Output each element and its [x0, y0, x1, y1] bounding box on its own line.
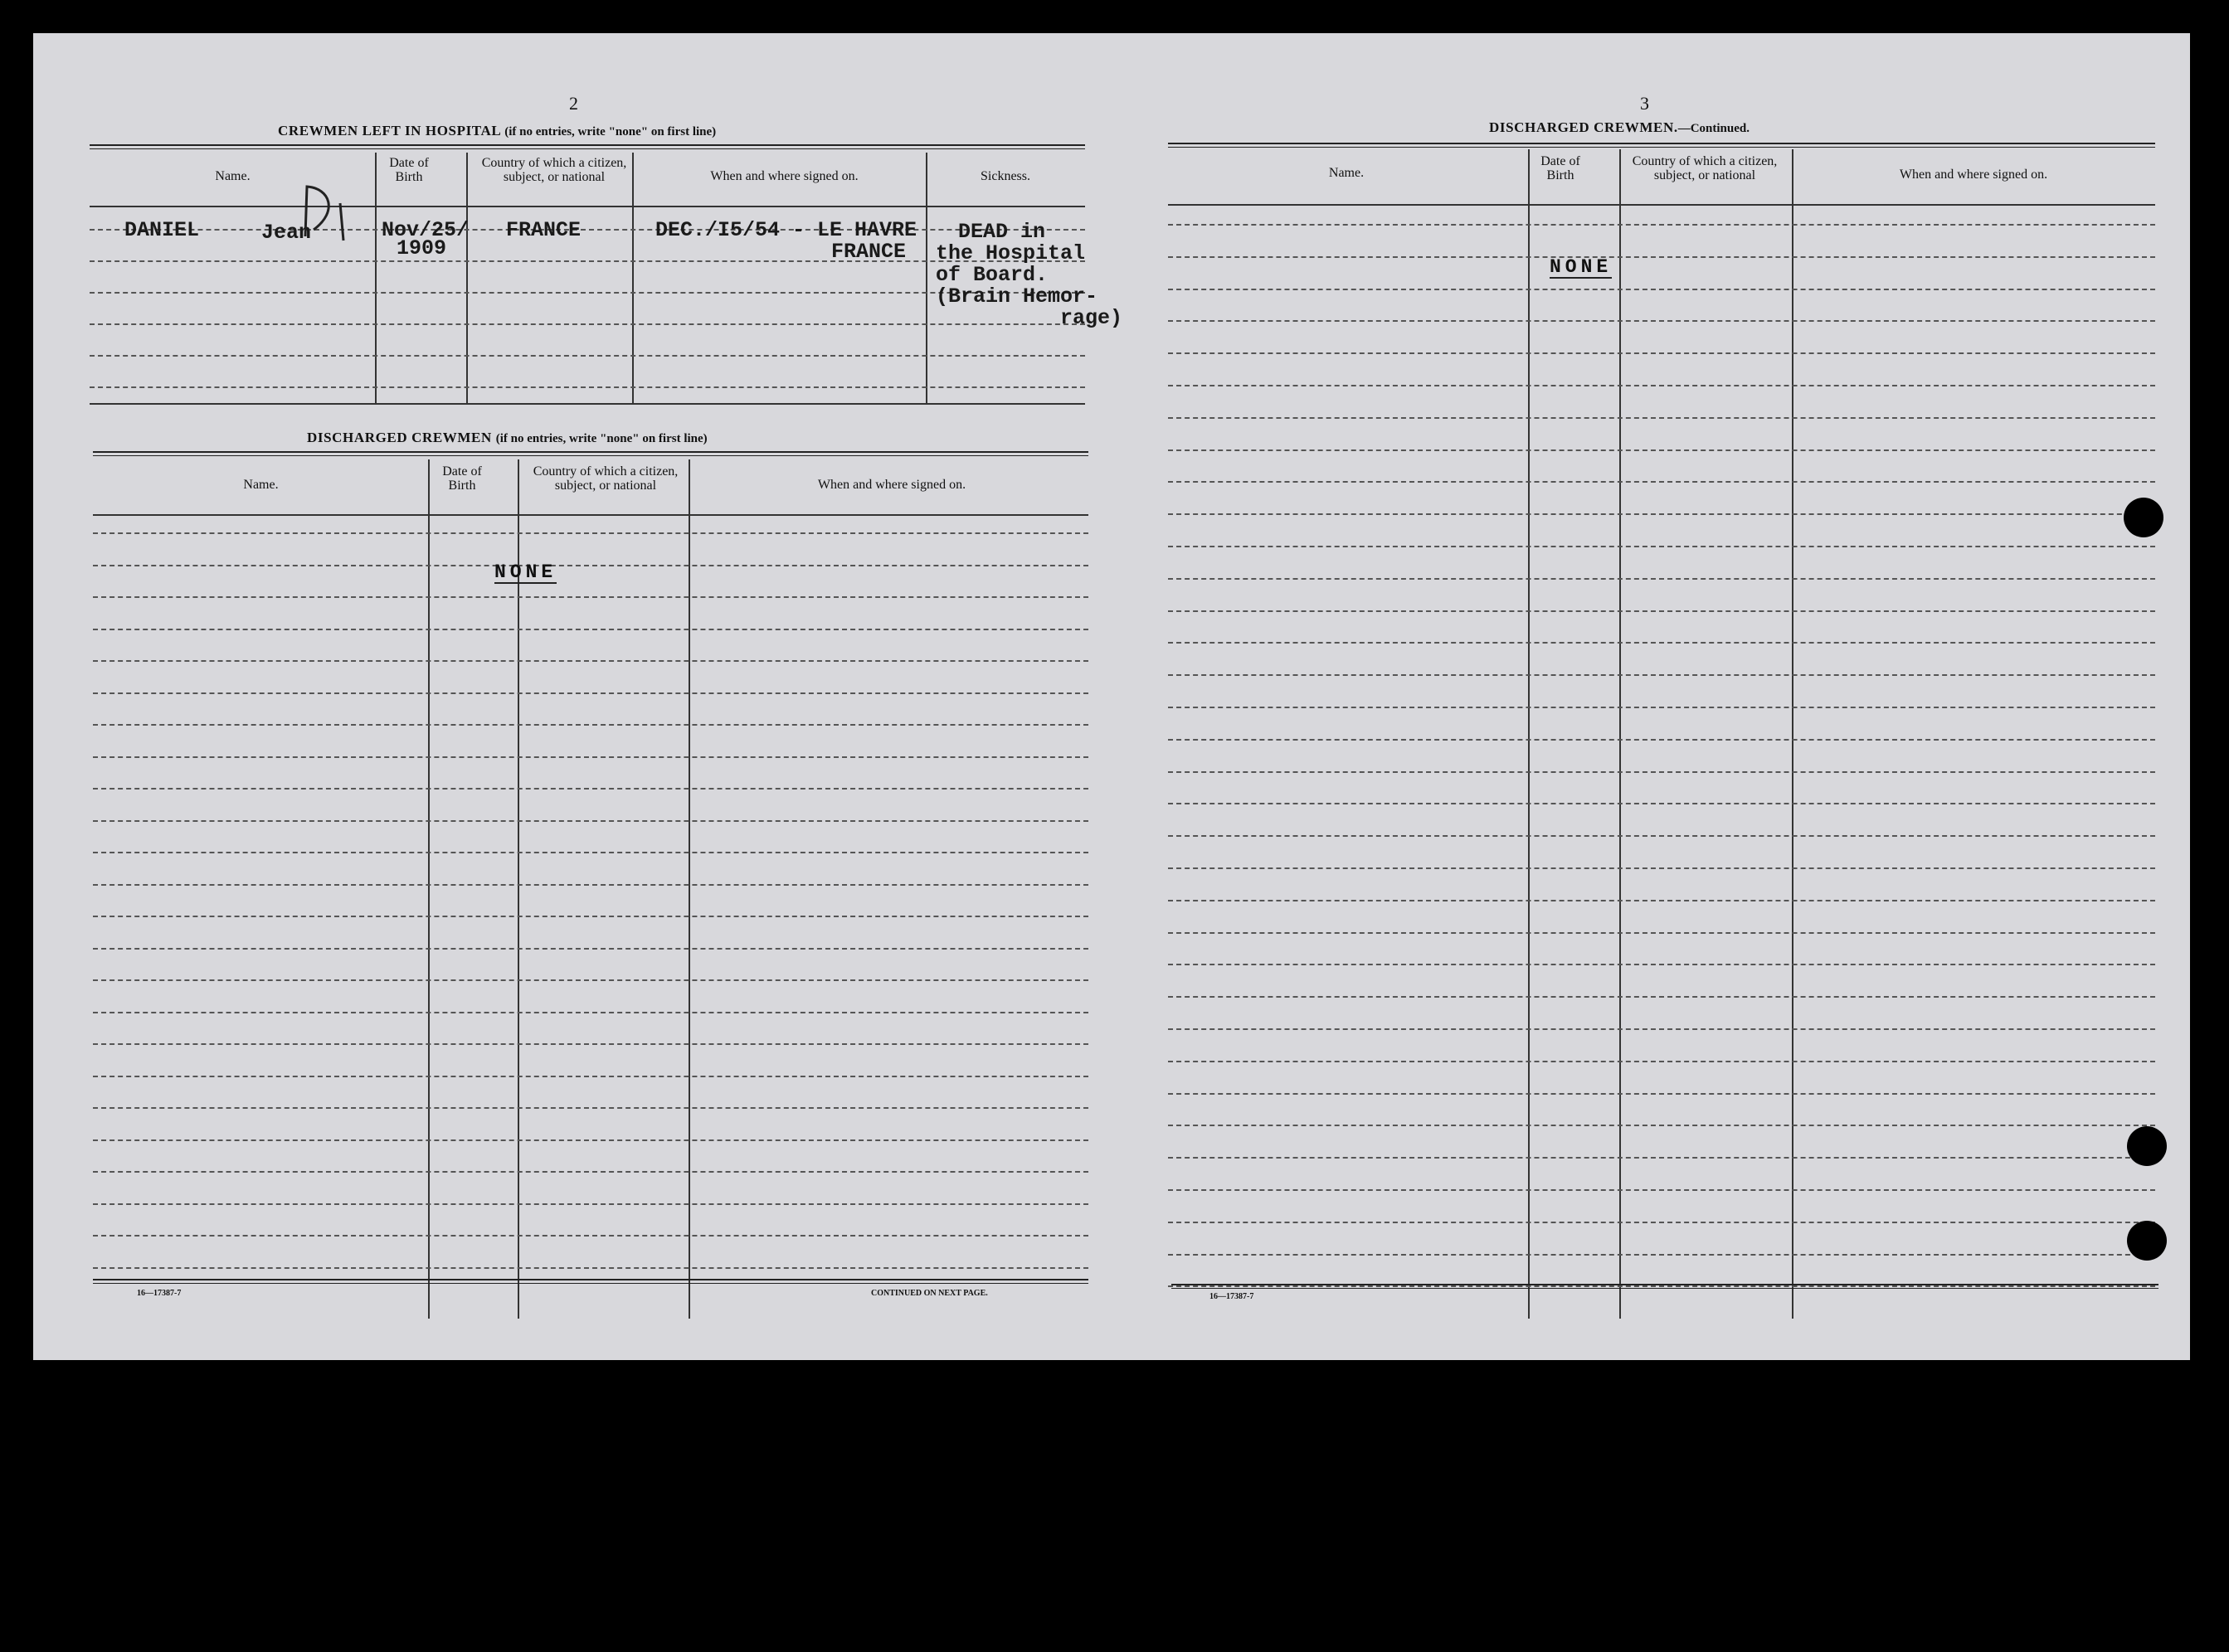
section-title-note: (if no entries, write "none" on first line): [495, 432, 708, 445]
table-row: [1168, 1028, 2155, 1030]
header-rule: [90, 206, 1085, 207]
page-number-right: 3: [1640, 93, 1649, 114]
header-name: Name.: [243, 478, 279, 492]
header-sickness: Sickness.: [981, 169, 1030, 183]
none-stamp: NONE: [494, 561, 557, 583]
table-row: [93, 1139, 1088, 1141]
section-title-suffix: —Continued.: [1677, 122, 1750, 135]
crew-surname: DANIEL: [124, 218, 200, 242]
table-row: [1168, 1254, 2155, 1256]
table-row: [93, 788, 1088, 790]
table-row: [1168, 739, 2155, 741]
section-title-left-in-hospital: [278, 123, 716, 139]
header-signed-on: When and where signed on.: [817, 478, 966, 492]
header-country: Country of which a citizen, subject, or national: [481, 156, 627, 184]
section-title-discharged-continued: [1489, 119, 1750, 136]
table-row: [1168, 932, 2155, 934]
table-row: [1168, 707, 2155, 708]
table-row: [1168, 352, 2155, 354]
continued-note: CONTINUED ON NEXT PAGE.: [871, 1289, 988, 1298]
table-row: [1168, 964, 2155, 965]
table-row: [93, 852, 1088, 853]
table-row: [1168, 900, 2155, 901]
table-row: [1168, 320, 2155, 322]
table-row: [1168, 803, 2155, 804]
crew-sickness-line1: DEAD in: [958, 220, 1046, 244]
table-row: [93, 692, 1088, 694]
crew-sickness-line4: (Brain Hemor-: [936, 284, 1098, 309]
table-row: [1168, 449, 2155, 451]
header-date-of-birth: Date of Birth: [442, 464, 482, 493]
rule: [1168, 143, 2155, 148]
crew-sickness-line3: of Board.: [936, 263, 1049, 287]
table-row: [1168, 1222, 2155, 1223]
table-row: [90, 323, 1085, 325]
section-title-text: CREWMEN LEFT IN HOSPITAL: [278, 123, 501, 138]
table-row: [1168, 385, 2155, 386]
table-row: [93, 1171, 1088, 1173]
table-row: [93, 1076, 1088, 1077]
rule: [90, 144, 1085, 149]
table-row: [1168, 1125, 2155, 1126]
none-stamp: NONE: [1550, 256, 1613, 278]
table-row: [93, 884, 1088, 886]
table-row: [93, 948, 1088, 950]
table-row: [93, 596, 1088, 598]
page-number-left: 2: [569, 93, 578, 114]
table-row: [1168, 996, 2155, 998]
table-row: [93, 532, 1088, 534]
form-number: 16—17387-7: [137, 1289, 182, 1298]
table-row: [93, 979, 1088, 981]
table-row: [1168, 256, 2155, 258]
table-row: [93, 724, 1088, 726]
punch-hole: [2127, 1126, 2167, 1166]
table-row: [1168, 835, 2155, 837]
table-row: [90, 386, 1085, 388]
table-row: [1168, 513, 2155, 515]
table-row: [93, 916, 1088, 917]
table-row: [93, 820, 1088, 822]
table-row: [93, 756, 1088, 758]
table-row: [1168, 578, 2155, 580]
table-row: [1168, 1061, 2155, 1062]
table-row: [93, 629, 1088, 630]
document-sheet: [33, 33, 2190, 1360]
section2-rows: [93, 516, 1088, 1312]
section1-rows: [90, 209, 1085, 408]
rule: [90, 403, 1085, 405]
header-signed-on: When and where signed on.: [1899, 168, 2048, 182]
table-row: [1168, 481, 2155, 483]
section-title-note: (if no entries, write "none" on first line): [504, 125, 717, 138]
header-name: Name.: [215, 169, 251, 183]
table-row: [1168, 224, 2155, 226]
crew-dob-line2: 1909: [397, 236, 447, 260]
header-country: Country of which a citizen, subject, or national: [533, 464, 679, 493]
crew-signed-on-line1: DEC./I5/54 - LE HAVRE: [655, 218, 917, 242]
crew-dob-line1: Nov/25/: [382, 218, 470, 242]
table-row: [1168, 1157, 2155, 1159]
table-row: [93, 660, 1088, 662]
table-row: [1168, 1189, 2155, 1191]
table-row: [1168, 289, 2155, 290]
table-row: [1168, 771, 2155, 773]
header-signed-on: When and where signed on.: [710, 169, 859, 183]
header-date-of-birth: Date of Birth: [1540, 154, 1580, 182]
form-number: 16—17387-7: [1209, 1292, 1254, 1301]
table-row: [93, 1107, 1088, 1109]
rule: [93, 451, 1088, 456]
table-row: [1168, 417, 2155, 419]
table-row: [93, 565, 1088, 566]
header-country: Country of which a citizen, subject, or national: [1632, 154, 1778, 182]
handwritten-mark: [297, 178, 355, 245]
table-row: [1168, 867, 2155, 869]
right-rows: [1168, 206, 2155, 1317]
rule: [1171, 1284, 2158, 1289]
section-title-text: DISCHARGED CREWMEN: [307, 430, 492, 445]
rule: [93, 1279, 1088, 1284]
table-row: [93, 1043, 1088, 1045]
punch-hole: [2127, 1221, 2167, 1261]
table-row: [90, 229, 1085, 231]
header-name: Name.: [1328, 166, 1365, 180]
section-title-text: DISCHARGED CREWMEN.: [1489, 119, 1678, 135]
table-row: [1168, 610, 2155, 612]
section-title-discharged: [307, 430, 708, 446]
table-row: [1168, 546, 2155, 547]
crew-sickness-line2: the Hospital: [936, 241, 1086, 265]
table-row: [1168, 642, 2155, 644]
crew-sickness-line5: rage): [1060, 306, 1123, 330]
table-row: [93, 1267, 1088, 1269]
table-row: [93, 1012, 1088, 1013]
table-row: [1168, 674, 2155, 676]
crew-country: FRANCE: [506, 218, 582, 242]
table-row: [93, 1203, 1088, 1205]
table-row: [1168, 1093, 2155, 1095]
crew-signed-on-line2: FRANCE: [831, 240, 907, 264]
table-row: [93, 1235, 1088, 1237]
crew-given-name: Jean: [261, 221, 312, 245]
table-row: [90, 355, 1085, 357]
header-date-of-birth: Date of Birth: [389, 156, 429, 184]
punch-hole: [2124, 498, 2163, 537]
